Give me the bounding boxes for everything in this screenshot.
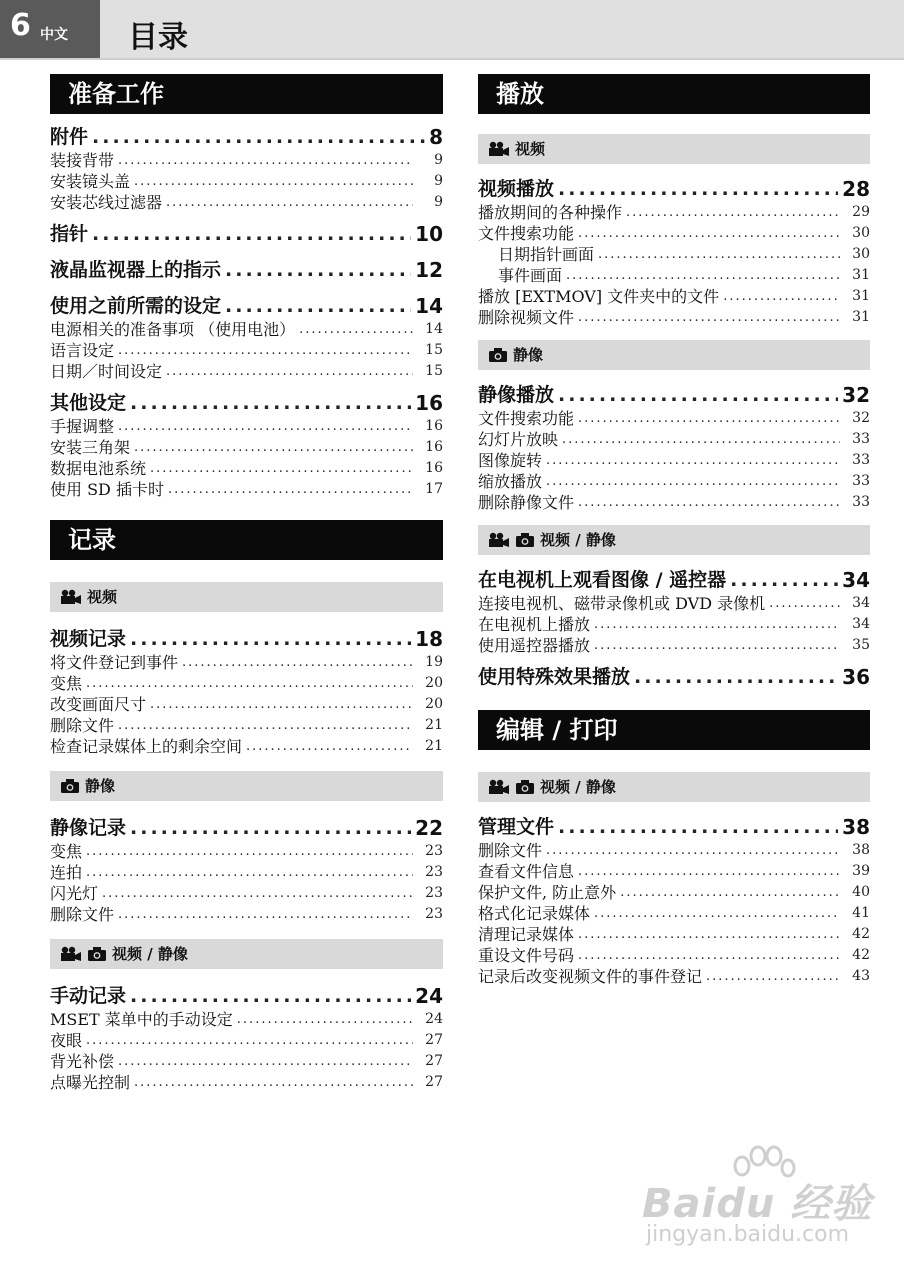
toc-item[interactable]: 图像旋转 ..... 33 [478,450,870,471]
toc-item[interactable]: 事件画面 ..... 31 [478,265,870,286]
baidu-watermark [628,1150,878,1260]
toc-item[interactable]: 使用遥控器播放 ..... 35 [478,635,870,656]
page-tab [0,0,100,58]
toc-item[interactable]: 格式化记录媒体 ..... 41 [478,903,870,924]
toc-item[interactable]: 数据电池系统 ..... 16 [50,458,443,479]
toc-main-entry[interactable] [50,124,443,150]
toc-item[interactable]: 装接背带 ..... 9 [50,150,443,171]
toc-item[interactable]: 文件搜索功能 ..... 30 [478,223,870,244]
subsection-label: 视频 / 静像 [540,531,616,549]
toc-item[interactable]: 电源相关的准备事项 （使用电池） ..... 14 [50,319,443,340]
subsection-still [50,771,443,801]
subsection-still [478,340,870,370]
right-column [478,74,870,987]
video-camera-icon [488,141,510,157]
section-header-prep: 准备工作 [50,74,443,114]
toc-main-entry[interactable]: 其他设定 ..... 16 [50,390,443,416]
toc-item[interactable]: 在电视机上播放 ..... 34 [478,614,870,635]
toc-item[interactable]: 文件搜索功能 ..... 32 [478,408,870,429]
camera-icon [488,347,508,363]
toc-item[interactable]: MSET 菜单中的手动设定 ..... 24 [50,1009,443,1030]
toc-main-entry[interactable]: 静像记录 ..... 22 [50,815,443,841]
toc-item[interactable]: 语言设定 ..... 15 [50,340,443,361]
left-column [50,74,443,1093]
toc-item[interactable]: 删除文件 ..... 21 [50,715,443,736]
toc-main-entry[interactable]: 使用特殊效果播放 ..... 36 [478,664,870,690]
toc-main-entry[interactable]: 手动记录 ..... 24 [50,983,443,1009]
toc-item[interactable]: 日期／时间设定 ..... 15 [50,361,443,382]
toc-item[interactable]: 将文件登记到事件 ..... 19 [50,652,443,673]
video-camera-icon [60,589,82,605]
toc-main-entry[interactable]: 管理文件 ..... 38 [478,814,870,840]
toc-item[interactable]: 连接电视机、磁带录像机或 DVD 录像机 ..... 34 [478,593,870,614]
header-bar [0,0,904,60]
toc-item[interactable]: 日期指针画面 ..... 30 [478,244,870,265]
toc-item[interactable]: 幻灯片放映 ..... 33 [478,429,870,450]
subsection-video [50,582,443,612]
subsection-label: 视频 / 静像 [540,778,616,796]
toc-item[interactable]: 使用 SD 插卡时 ..... 17 [50,479,443,500]
toc-main-page: 8 [429,125,443,149]
toc-item[interactable]: 安装芯线过滤器 ..... 9 [50,192,443,213]
subsection-video-still [50,939,443,969]
subsection-label: 静像 [85,777,116,795]
toc-item[interactable]: 连拍 ..... 23 [50,862,443,883]
camera-icon [515,532,535,548]
toc-item[interactable]: 点曝光控制 ..... 27 [50,1072,443,1093]
section-header-edit: 编辑 / 打印 [478,710,870,750]
toc-item[interactable]: 变焦 ..... 23 [50,841,443,862]
toc-item[interactable]: 播放 [EXTMOV] 文件夹中的文件 ..... 31 [478,286,870,307]
page-language: 中文 [40,27,68,43]
toc-main-entry[interactable]: 静像播放 ..... 32 [478,382,870,408]
page-number: 6 [10,8,31,43]
toc-item[interactable]: 清理记录媒体 ..... 42 [478,924,870,945]
toc-main-entry[interactable]: 在电视机上观看图像 / 遥控器 ..... 34 [478,567,870,593]
toc-main-entry[interactable]: 视频播放 ..... 28 [478,176,870,202]
toc-item[interactable]: 夜眼 ..... 27 [50,1030,443,1051]
toc-item[interactable]: 重设文件号码 ..... 42 [478,945,870,966]
toc-item[interactable]: 查看文件信息 ..... 39 [478,861,870,882]
subsection-label: 视频 [87,588,118,606]
subsection-video-still [478,525,870,555]
toc-item[interactable]: 背光补偿 ..... 27 [50,1051,443,1072]
toc-main-label: 附件 [50,126,89,148]
camera-icon [87,946,107,962]
toc-item[interactable]: 安装三角架 ..... 16 [50,437,443,458]
camera-icon [515,779,535,795]
toc-item[interactable]: 播放期间的各种操作 ..... 29 [478,202,870,223]
subsection-label: 视频 [515,140,546,158]
toc-item[interactable]: 缩放播放 ..... 33 [478,471,870,492]
toc-item[interactable]: 手握调整 ..... 16 [50,416,443,437]
section-header-record: 记录 [50,520,443,560]
toc-main-entry[interactable]: 使用之前所需的设定 ..... 14 [50,293,443,319]
toc-item[interactable]: 删除静像文件 ..... 33 [478,492,870,513]
toc-item[interactable]: 删除文件 ..... 38 [478,840,870,861]
toc-item[interactable]: 删除视频文件 ..... 31 [478,307,870,328]
page-title: 目录 [128,20,188,55]
video-camera-icon [488,779,510,795]
toc-item[interactable]: 闪光灯 ..... 23 [50,883,443,904]
camera-icon [60,778,80,794]
toc-item[interactable]: 记录后改变视频文件的事件登记 ..... 43 [478,966,870,987]
toc-main-entry[interactable]: 视频记录 ..... 18 [50,626,443,652]
subsection-label: 静像 [513,346,544,364]
toc-item[interactable]: 安装镜头盖 ..... 9 [50,171,443,192]
toc-item[interactable]: 变焦 ..... 20 [50,673,443,694]
subsection-label: 视频 / 静像 [112,945,188,963]
toc-main-entry[interactable]: 指针 ..... 10 [50,221,443,247]
toc-item[interactable]: 改变画面尺寸 ..... 20 [50,694,443,715]
watermark-url: jingyan.baidu.com [646,1222,850,1247]
watermark-main-text: Baidu 经验 [642,1181,873,1227]
subsection-video [478,134,870,164]
subsection-video-still [478,772,870,802]
toc-main-entry[interactable]: 液晶监视器上的指示 ..... 12 [50,257,443,283]
video-camera-icon [60,946,82,962]
section-header-playback: 播放 [478,74,870,114]
toc-item[interactable]: 保护文件, 防止意外 ..... 40 [478,882,870,903]
video-camera-icon [488,532,510,548]
toc-item[interactable]: 删除文件 ..... 23 [50,904,443,925]
toc-item[interactable]: 检查记录媒体上的剩余空间 ..... 21 [50,736,443,757]
